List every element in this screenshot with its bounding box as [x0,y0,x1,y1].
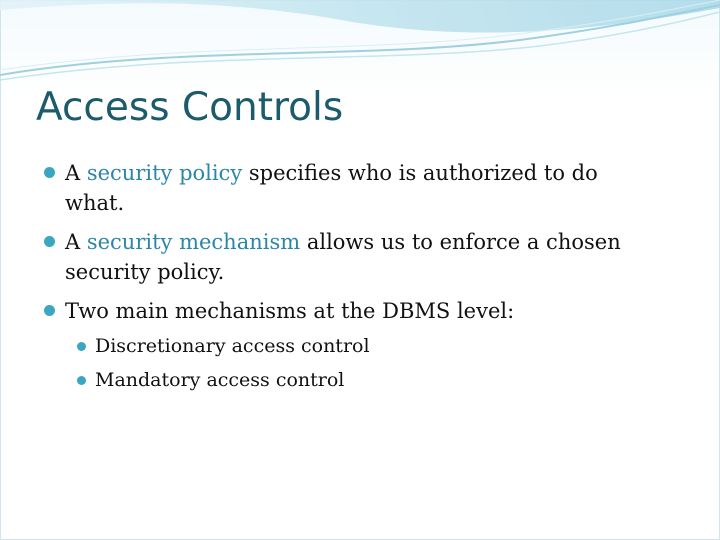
bullet-two-mechanisms: Two main mechanisms at the DBMS level: [65,299,515,323]
term-security-mechanism: security mechanism [86,230,301,254]
bullet-dot [44,236,55,247]
term-security-policy: security policy [86,161,243,185]
bullet-security-mechanism [65,227,685,287]
bullet-dot [44,167,55,178]
bullet-text: specifies who is authorized to do [242,161,598,185]
bullet-text: what. [65,191,125,215]
bullet-text: A [65,161,87,185]
subbullet-discretionary: Discretionary access control [95,335,370,357]
bullet-text: A [65,230,87,254]
subbullet-dot [77,376,86,385]
bullet-security-policy [65,158,685,218]
bullet-dot [44,305,55,316]
subbullet-dot [77,342,86,351]
bullet-text: allows us to enforce a chosen [300,230,621,254]
bullet-text: security policy. [65,260,225,284]
slide-title: Access Controls [36,85,344,130]
subbullet-mandatory: Mandatory access control [95,369,345,391]
